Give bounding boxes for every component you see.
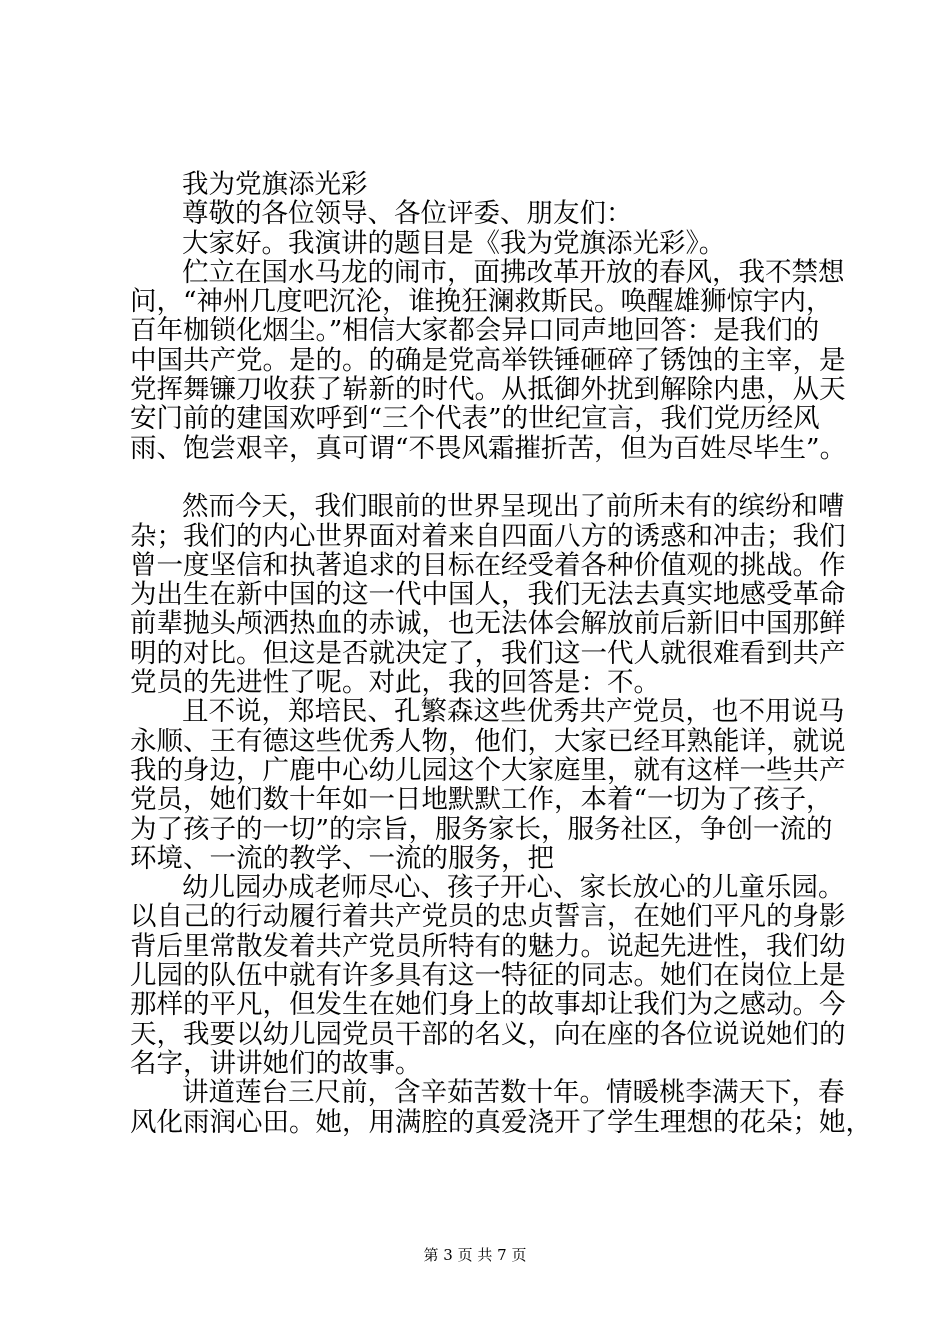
- text-line: 名字，讲讲她们的故事。: [130, 1047, 422, 1079]
- text-line: 安门前的建国欢呼到“三个代表”的世纪宣言，我们党历经风: [130, 403, 820, 435]
- text-line: 我的身边，广鹿中心幼儿园这个大家庭里，就有这样一些共产: [130, 754, 846, 786]
- text-line: 明的对比。但这是否就决定了，我们这一代人就很难看到共产: [130, 637, 846, 669]
- text-line: 为了孩子的一切”的宗旨，服务家长，服务社区，争创一流的: [130, 813, 833, 845]
- text-line: 党员，她们数十年如一日地默默工作，本着“一切为了孩子，: [130, 784, 833, 816]
- document-body: [130, 169, 872, 1138]
- text-line: 那样的平凡，但发生在她们身上的故事却让我们为之感动。今: [130, 989, 846, 1021]
- text-line: 背后里常散发着共产党员所特有的魅力。说起先进性，我们幼: [130, 930, 846, 962]
- text-line: 儿园的队伍中就有许多具有这一特征的同志。她们在岗位上是: [130, 960, 846, 992]
- text-line: 天，我要以幼儿园党员干部的名义，向在座的各位说说她们的: [130, 1018, 846, 1050]
- text-line: 雨、饱尝艰辛，真可谓“不畏风霜摧折苦，但为百姓尽毕生”。: [130, 432, 847, 464]
- text-line: 伫立在国水马龙的闹市，面拂改革开放的春风，我不禁想: [182, 256, 845, 288]
- text-line: [130, 463, 830, 492]
- text-line: 曾一度坚信和执著追求的目标在经受着各种价值观的挑战。作: [130, 549, 846, 581]
- text-line: 讲道莲台三尺前，含辛茹苦数十年。情暖桃李满天下，春: [182, 1077, 845, 1109]
- text-line: 百年枷锁化烟尘。”相信大家都会异口同声地回答：是我们的: [130, 315, 820, 347]
- text-line: 以自己的行动履行着共产党员的忠贞誓言，在她们平凡的身影: [130, 901, 846, 933]
- text-line: 大家好。我演讲的题目是《我为党旗添光彩》。: [182, 227, 726, 259]
- text-line: 环境、一流的教学、一流的服务，把: [130, 842, 554, 874]
- text-line: 问，“神州几度吧沉沦，谁挽狂澜救斯民。唤醒雄狮惊宇内，: [130, 286, 833, 318]
- text-line: 中国共产党。是的。的确是党高举铁锤砸碎了锈蚀的主宰，是: [130, 344, 846, 376]
- text-line: 杂；我们的内心世界面对着来自四面八方的诱惑和冲击；我们: [130, 520, 846, 552]
- text-line: 风化雨润心田。她，用满腔的真爱浇开了学生理想的花朵；她，: [130, 1106, 872, 1138]
- text-line: 我为党旗添光彩: [182, 169, 368, 200]
- text-line: 永顺、王有德这些优秀人物，他们，大家已经耳熟能详，就说: [130, 725, 846, 757]
- page-footer: 第 3 页 共 7 页: [423, 1246, 527, 1264]
- text-line: 且不说，郑培民、孔繁森这些优秀共产党员，也不用说马: [182, 696, 845, 728]
- text-line: 前辈抛头颅洒热血的赤诚，也无法体会解放前后新旧中国那鲜: [130, 608, 846, 640]
- text-line: 尊敬的各位领导、各位评委、朋友们：: [182, 198, 633, 230]
- text-line: 为出生在新中国的这一代中国人，我们无法去真实地感受革命: [130, 579, 846, 611]
- text-line: 党挥舞镰刀收获了崭新的时代。从抵御外扰到解除内患，从天: [130, 374, 846, 406]
- text-line: 然而今天，我们眼前的世界呈现出了前所未有的缤纷和嘈: [182, 491, 845, 523]
- text-line: 党员的先进性了呢。对此，我的回答是：不。: [130, 667, 660, 699]
- text-line: 幼儿园办成老师尽心、孩子开心、家长放心的儿童乐园。: [182, 872, 845, 904]
